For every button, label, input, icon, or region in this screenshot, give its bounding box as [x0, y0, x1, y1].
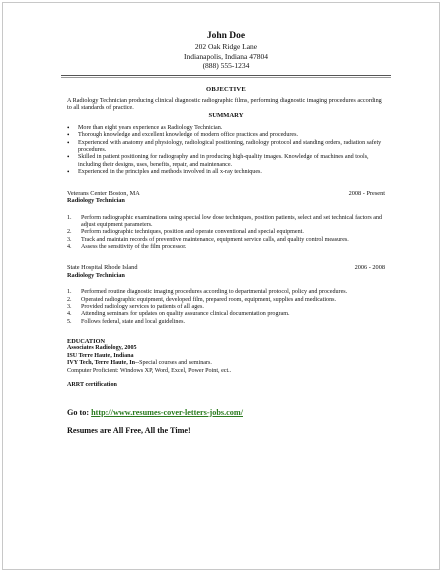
resume-body	[67, 3, 385, 435]
job-1	[67, 190, 385, 252]
degree: Associates Radiology, 2005	[67, 345, 137, 352]
summary-heading: SUMMARY	[208, 111, 244, 119]
school-isu: ISU Terre Haute, Indiana	[67, 352, 134, 359]
job-2-title: Radiology Technician	[67, 271, 125, 279]
computer-skills: Computer Proficient: Windows XP, Word, Excel, Power Point, ect..	[67, 367, 232, 374]
summary-item: • Skilled in patient positioning for radiography and in producing high-quality images. Knowledge of machines and tools, including their designs, uses, benefits, repair, and maintenance.	[67, 154, 385, 169]
education-heading: EDUCATION	[67, 337, 106, 345]
task-item: 3. Track and maintain records of preventive maintenance, equipment service calls, and quality control measures.	[67, 236, 349, 243]
header-divider	[61, 75, 391, 76]
summary-list	[67, 125, 385, 177]
job-2-header	[67, 264, 385, 272]
summary-item: • Thorough knowledge and excellent knowledge of modern office practices and procedures.	[67, 132, 385, 139]
header-divider-secondary	[61, 77, 391, 78]
education-section	[67, 338, 385, 390]
objective-heading: OBJECTIVE	[206, 85, 246, 93]
job-1-header	[67, 190, 385, 198]
certification: ARRT certification	[67, 382, 117, 389]
task-item: 2. Operated radiographic equipment, developed film, prepared room, equipment, supplies and medications.	[67, 296, 337, 303]
task-item: 5. Follows federal, state and local guidelines.	[67, 318, 186, 325]
street-address: 202 Oak Ridge Lane	[194, 42, 258, 51]
job-1-employer: Veterans Center Boston, MA	[67, 189, 140, 197]
summary-item: • Experienced in the principles and methods involved in all x-ray techniques.	[67, 169, 385, 176]
goto-label: Go to:	[67, 407, 90, 417]
school-ivy-tech: IVY Tech, Terre Haute, In--Special courses and seminars.	[67, 360, 212, 367]
job-2-tasks	[67, 289, 385, 325]
job-2	[67, 264, 385, 326]
job-2-dates: 2006 - 2008	[354, 264, 385, 272]
summary-item: • More than eight years experience as Radiology Technician.	[67, 125, 385, 132]
task-item: 4. Attending seminars for updates on quality assurance clinical documentation program.	[67, 311, 290, 318]
job-1-dates: 2008 - Present	[348, 189, 385, 197]
task-item: 1. Performed routine diagnostic imaging procedures according to departmental protocol, policy and procedures.	[67, 289, 348, 296]
task-item: 1. Perform radiographic examinations using special low dose techniques, position patients, select and set technical factors and adjust equipment parameters.	[67, 214, 383, 229]
goto-line	[67, 408, 385, 417]
resume-site-link[interactable]: http://www.resumes-cover-letters-jobs.com/	[91, 407, 243, 417]
resume-page	[2, 2, 440, 570]
task-item: 4. Assess the sensitivity of the film processor.	[67, 243, 187, 250]
phone-number: (888) 555-1234	[202, 61, 250, 70]
task-item: 2. Perform radiographic techniques, position and operate conventional and special equipment.	[67, 229, 304, 236]
resume-header	[67, 31, 385, 71]
task-item: 3. Provided radiology services to patients of all ages.	[67, 303, 204, 310]
city-state-zip: Indianapolis, Indiana 47804	[184, 51, 268, 61]
job-1-tasks	[67, 215, 385, 251]
job-1-title: Radiology Technician	[67, 197, 125, 205]
tagline: Resumes are All Free, All the Time!	[67, 425, 191, 435]
objective-text: A Radiology Technician producing clinical diagnostic radiographic films, performing diagnostic imaging procedures according to all standards of practice.	[67, 96, 382, 112]
applicant-name: John Doe	[206, 31, 246, 41]
summary-item: • Experienced with anatomy and physiology, radiological positioning, radiology protocol and standing orders, radiation safety procedures.	[67, 140, 385, 155]
job-2-employer: State Hospital Rhode Island	[67, 264, 138, 272]
